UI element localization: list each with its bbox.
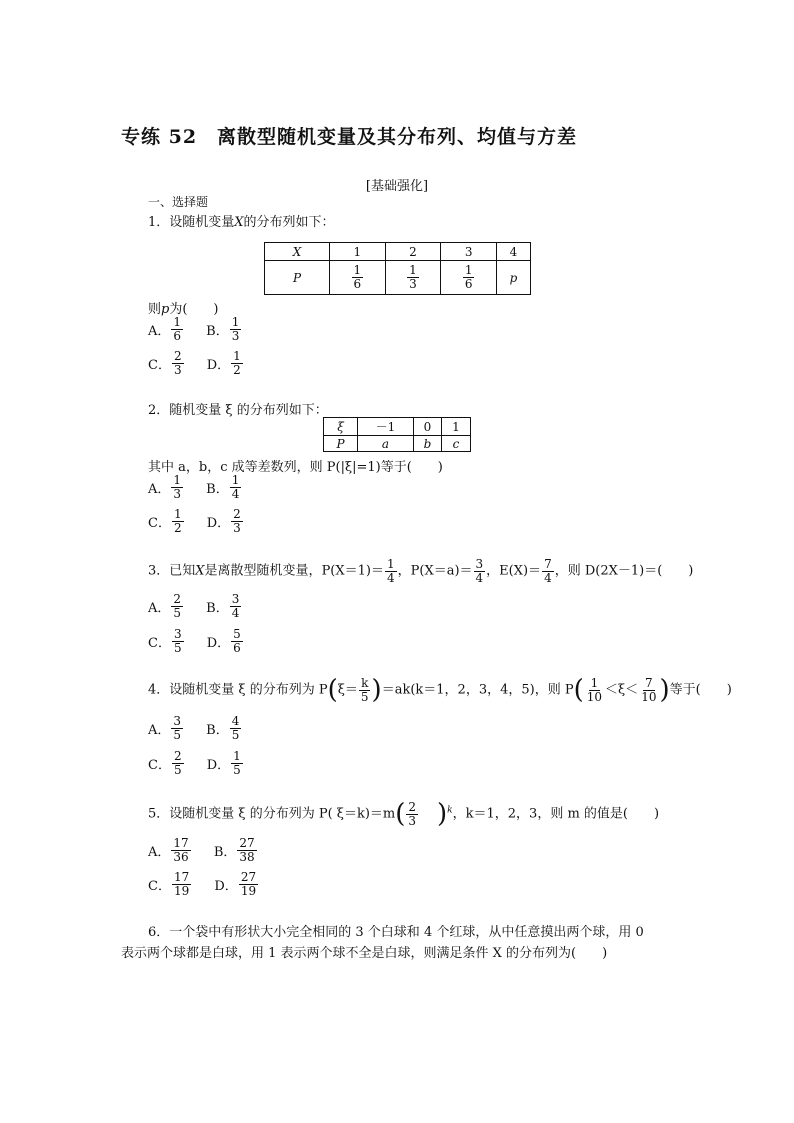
page-title: 专练 52 离散型随机变量及其分布列、均值与方差: [121, 126, 578, 148]
q5-options-row-1: [148, 837, 258, 863]
q5-option-d: D． $\frac{27}{19}$: [214, 870, 257, 898]
question-5-stem: 5．设随机变量 ξ 的分布列为 P( ξ＝k)＝m( $\frac{2}{3}$ )$^k$，k＝1，2，3，则 m 的值是( ): [148, 799, 660, 830]
question-2-ask: 其中 a，b，c 成等差数列，则 P(|ξ|=1)等于( ): [148, 460, 443, 475]
question-4-stem: 4．设随机变量 ξ 的分布列为 P(ξ＝ $\frac{k}{5}$ )＝ak(k＝1，2，3，4，5)，则 P( $\frac{1}{10}$ ＜ξ＜ $\frac{7}{10}$ )等于( ): [148, 675, 732, 706]
q4-option-c: C． $\frac{2}{5}$: [148, 749, 182, 777]
q2-option-c: C． $\frac{1}{2}$: [148, 507, 182, 535]
q5-option-b: B． $\frac{27}{38}$: [213, 836, 255, 864]
section-label: [基础强化]: [365, 179, 429, 194]
q3-option-b: B． $\frac{3}{4}$: [206, 592, 240, 620]
q2-distribution-table: ξ －1 0 1 P a b c: [323, 417, 471, 452]
q4-options-row-2: [148, 750, 244, 776]
q1-option-d: D． $\frac{1}{2}$: [206, 349, 241, 377]
q4-options-row-1: [148, 715, 242, 741]
question-1-ask: 则p为( ): [148, 302, 219, 317]
question-6-line-1: 6．一个袋中有形状大小完全相同的 3 个白球和 4 个红球，从中任意摸出两个球，用 0: [148, 925, 644, 940]
q1-options-row-1: [148, 316, 242, 342]
q1-options-row-2: [148, 350, 244, 376]
q2-option-d: D． $\frac{2}{3}$: [206, 507, 241, 535]
q5-option-c: C． $\frac{17}{19}$: [148, 870, 190, 898]
q3-option-c: C． $\frac{3}{5}$: [148, 627, 182, 655]
q1-option-b: B． $\frac{1}{3}$: [206, 315, 240, 343]
question-1-stem: 1．设随机变量X的分布列如下：: [148, 215, 335, 230]
q2-option-b: B． $\frac{1}{4}$: [206, 473, 240, 501]
q1-distribution-table: X 1 2 3 4 P $\frac{1}{6}$ $\frac{1}{3}$ $\frac{1}{6}$ p: [264, 242, 531, 295]
question-2-stem: 2．随机变量 ξ 的分布列如下：: [148, 403, 328, 418]
question-6-line-2: 表示两个球都是白球，用 1 表示两个球不全是白球，则满足条件 X 的分布列为( ): [121, 946, 608, 961]
q3-options-row-2: [148, 628, 244, 654]
q5-options-row-2: [148, 871, 259, 897]
q2-option-a: A． $\frac{1}{3}$: [148, 473, 182, 501]
q3-option-d: D． $\frac{5}{6}$: [206, 627, 241, 655]
q3-option-a: A． $\frac{2}{5}$: [148, 592, 182, 620]
q4-option-d: D． $\frac{1}{5}$: [206, 749, 241, 777]
q1-option-c: C． $\frac{2}{3}$: [148, 349, 182, 377]
part-label: 一、选择题: [148, 195, 209, 209]
q4-option-a: A． $\frac{3}{5}$: [148, 714, 182, 742]
question-3-stem: 3．已知X是离散型随机变量，P(X＝1)＝ $\frac{1}{4}$ ，P(X＝a)＝ $\frac{3}{4}$ ，E(X)＝ $\frac{7}{4}$ ，则 D(2X－1)＝( ): [148, 557, 694, 585]
q2-options-row-2: [148, 508, 244, 534]
q4-option-b: B． $\frac{4}{5}$: [206, 714, 240, 742]
q1-option-a: A． $\frac{1}{6}$: [148, 315, 182, 343]
q5-option-a: A． $\frac{17}{36}$: [148, 836, 189, 864]
q2-options-row-1: [148, 474, 242, 500]
q3-options-row-1: [148, 593, 242, 619]
